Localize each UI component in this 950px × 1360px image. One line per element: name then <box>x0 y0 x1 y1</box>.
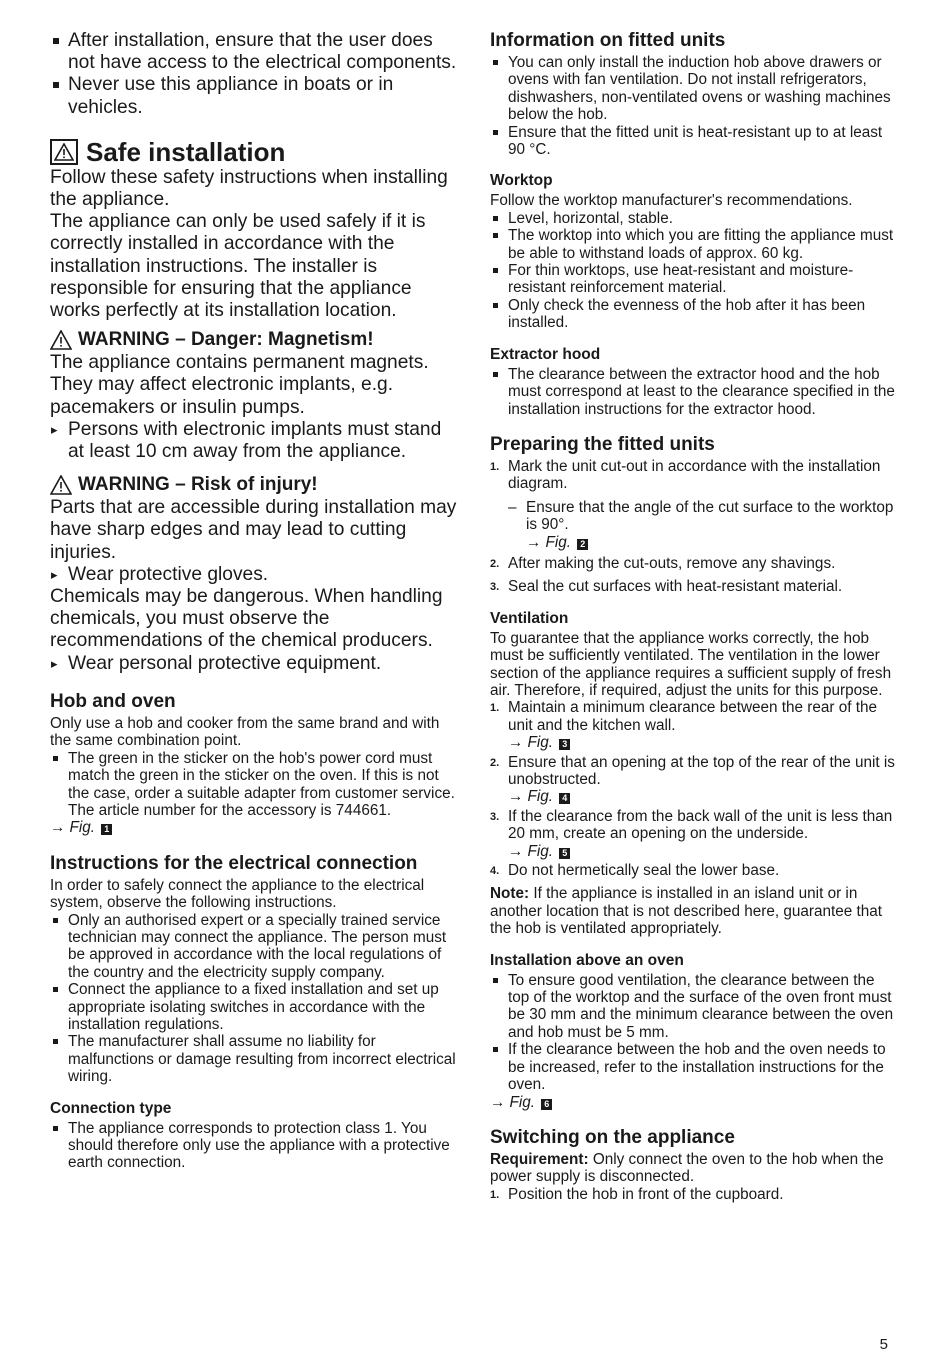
paragraph: Chemicals may be dangerous. When handling chemicals, you must observe the recommendations of the chemical producers. <box>50 586 443 652</box>
step-item: 2. After making the cut-outs, remove any shavings. <box>490 554 836 572</box>
arrow-right-icon: → <box>490 1093 506 1111</box>
step-text: Seal the cut surfaces with heat-resistant material. <box>508 578 843 596</box>
figure-number-badge: 6 <box>541 1099 552 1110</box>
warning-title: WARNING – Risk of injury! <box>78 474 318 496</box>
worktop-heading: Worktop <box>490 172 553 190</box>
paragraph: Follow these safety instructions when installing the appliance. <box>50 166 448 211</box>
step-text: Mark the unit cut-out in accordance with the installation diagram. <box>508 457 881 493</box>
list-item: If the clearance between the hob and the oven needs to be increased, refer to the installation instructions for the oven. <box>490 1041 900 1093</box>
right-column <box>490 30 900 1203</box>
figure-reference <box>490 788 900 805</box>
preparing-steps-cont <box>490 555 900 596</box>
left-column <box>50 30 460 1172</box>
extractor-hood-heading: Extractor hood <box>490 345 601 363</box>
arrow-right-icon: → <box>508 788 524 806</box>
paragraph: Only use a hob and cooker from the same brand and with the same combination point. <box>50 714 440 750</box>
fig-label: Fig. <box>69 819 96 837</box>
list-item: To ensure good ventilation, the clearance between the top of the worktop and the surface of the oven front must be 30 mm and the minimum clearance between the oven and hob must be 5 mm. <box>490 972 900 1042</box>
fig-label: Fig. <box>527 788 554 806</box>
figure-number-badge: 1 <box>101 824 112 835</box>
figure-number-badge: 4 <box>559 793 570 804</box>
action-item: ▸ Wear personal protective equipment. <box>50 653 460 675</box>
connection-type-heading: Connection type <box>50 1099 172 1117</box>
preparing-steps <box>490 458 900 493</box>
list-item: Connect the appliance to a fixed installation and set up appropriate isolating switches in accordance with the installation regulations. <box>50 981 460 1033</box>
switching-steps <box>490 1186 900 1203</box>
figure-reference <box>490 534 900 551</box>
step-item: 1. Maintain a minimum clearance between the rear of the unit and the kitchen wall. <box>490 699 878 734</box>
note-label: Note: <box>490 885 530 903</box>
figure-number-badge: 3 <box>559 739 570 750</box>
electrical-heading: Instructions for the electrical connection <box>50 852 418 874</box>
figure-reference <box>490 843 900 860</box>
note-paragraph <box>490 885 900 937</box>
safe-installation-heading <box>50 137 460 167</box>
ventilation-steps <box>490 862 900 879</box>
switching-heading: Switching on the appliance <box>490 1126 735 1148</box>
sub-step: – Ensure that the angle of the cut surface to the worktop is 90°. <box>508 499 900 534</box>
ventilation-steps <box>490 699 900 734</box>
extractor-hood-list <box>490 366 900 418</box>
step-item: 2. Ensure that an opening at the top of the rear of the unit is unobstructed. <box>490 753 895 788</box>
ventilation-steps <box>490 754 900 789</box>
list-item: For thin worktops, use heat-resistant and moisture-resistant reinforcement material. <box>490 262 900 297</box>
ventilation-heading: Ventilation <box>490 609 569 627</box>
warning-injury-heading <box>50 473 460 497</box>
requirement-paragraph <box>490 1151 900 1186</box>
list-item: Only check the evenness of the hob after it has been installed. <box>490 297 900 332</box>
step-item: 4. Do not hermetically seal the lower base. <box>490 862 780 880</box>
worktop-list <box>490 210 900 332</box>
step-text: Position the hob in front of the cupboard. <box>508 1185 784 1203</box>
figure-reference <box>490 1094 900 1111</box>
list-item: The manufacturer shall assume no liability for malfunctions or damage resulting from incorrect electrical wiring. <box>50 1033 460 1085</box>
paragraph: The appliance contains permanent magnets. They may affect electronic implants, e.g. pacemakers or insulin pumps. <box>50 352 429 418</box>
figure-reference <box>50 819 460 836</box>
warning-magnetism-heading <box>50 328 460 352</box>
warning-triangle-icon <box>50 475 72 495</box>
warning-title: WARNING – Danger: Magnetism! <box>78 329 374 351</box>
figure-number-badge: 2 <box>577 539 588 550</box>
step-text: Ensure that an opening at the top of the rear of the unit is unobstructed. <box>508 753 895 788</box>
note-text: If the appliance is installed in an island unit or in another location that is not described here, guarantee that the hob is ventilated appropriately. <box>490 885 883 938</box>
above-oven-heading: Installation above an oven <box>490 951 684 969</box>
fig-label: Fig. <box>509 1093 536 1111</box>
list-item: Only an authorised expert or a specially trained service technician may connect the appliance. The person must be approved in accordance with the local regulations of the country and the electricity supply company. <box>50 912 460 982</box>
list-item: The clearance between the extractor hood and the hob must correspond at least to the clearance specified in the installation instructions for the extractor hood. <box>490 366 900 418</box>
hob-oven-heading: Hob and oven <box>50 690 176 712</box>
fitted-units-heading: Information on fitted units <box>490 30 726 51</box>
electrical-list <box>50 912 460 1086</box>
connection-type-list <box>50 1120 460 1172</box>
list-item: The green in the sticker on the hob's power cord must match the green in the sticker on the oven. If this is not the case, order a suitable adapter from customer service. The article number for the accessory is 744661. <box>50 750 460 820</box>
list-item: The appliance corresponds to protection class 1. You should therefore only use the appliance with a protective earth connection. <box>50 1120 460 1172</box>
section-title: Safe installation <box>86 136 286 167</box>
paragraph: Parts that are accessible during installation may have sharp edges and may lead to cutting injuries. <box>50 497 457 563</box>
action-item: ▸ Wear protective gloves. <box>50 564 460 586</box>
paragraph: Follow the worktop manufacturer's recommendations. <box>490 192 853 210</box>
fitted-units-list <box>490 54 900 158</box>
requirement-label: Requirement: <box>490 1150 589 1168</box>
action-item: ▸ Persons with electronic implants must stand at least 10 cm away from the appliance. <box>50 419 460 463</box>
arrow-right-icon: → <box>50 819 66 837</box>
list-item: You can only install the induction hob above drawers or ovens with fan ventilation. Do not install refrigerators, dishwashers, non-ventilated ovens or washing machines below the hob. <box>490 54 900 124</box>
requirement-text: Only connect the oven to the hob when the power supply is disconnected. <box>490 1150 884 1186</box>
page-number: 5 <box>879 1336 888 1353</box>
figure-number-badge: 5 <box>559 848 570 859</box>
step-text: If the clearance from the back wall of the unit is less than 20 mm, create an opening on the underside. <box>508 807 893 843</box>
paragraph: In order to safely connect the appliance to the electrical system, observe the following instructions. <box>50 876 425 912</box>
paragraph: The appliance can only be used safely if it is correctly installed in accordance with the installation instructions. The installer is responsible for ensuring that the appliance works perfectly at its installation location. <box>50 211 426 322</box>
above-oven-list <box>490 972 900 1094</box>
hob-oven-list <box>50 750 460 820</box>
intro-bullet-list <box>50 30 460 119</box>
list-item: Never use this appliance in boats or in vehicles. <box>50 74 460 118</box>
warning-box-icon <box>50 139 78 165</box>
step-item: 1. Mark the unit cut-out in accordance with the installation diagram. <box>490 457 881 493</box>
list-item: Ensure that the fitted unit is heat-resistant up to at least 90 °C. <box>490 124 900 159</box>
figure-reference <box>490 734 900 751</box>
step-text: Maintain a minimum clearance between the rear of the unit and the kitchen wall. <box>508 699 878 734</box>
arrow-right-icon: → <box>526 533 542 551</box>
fig-label: Fig. <box>545 533 572 551</box>
arrow-right-icon: → <box>508 842 524 860</box>
arrow-right-icon: → <box>508 734 524 752</box>
list-item: After installation, ensure that the user does not have access to the electrical components. <box>50 30 460 74</box>
step-item: 1. Position the hob in front of the cupboard. <box>490 1185 784 1203</box>
list-item: The worktop into which you are fitting the appliance must be able to withstand loads of approx. 60 kg. <box>490 227 900 262</box>
preparing-heading: Preparing the fitted units <box>490 433 715 455</box>
step-item: 3. Seal the cut surfaces with heat-resistant material. <box>490 578 843 596</box>
fig-label: Fig. <box>527 842 554 860</box>
list-item: Level, horizontal, stable. <box>490 210 900 227</box>
paragraph: To guarantee that the appliance works correctly, the hob must be sufficiently ventilated. The ventilation in the lower section of the appliance requires a sufficient supply of fresh air. Therefore, if required, adjust the units for this purpose. <box>490 629 892 699</box>
step-text: Do not hermetically seal the lower base. <box>508 862 780 880</box>
fig-label: Fig. <box>527 734 554 752</box>
step-text: After making the cut-outs, remove any shavings. <box>508 554 836 572</box>
warning-triangle-icon <box>50 330 72 350</box>
ventilation-steps <box>490 808 900 843</box>
step-item: 3. If the clearance from the back wall of the unit is less than 20 mm, create an opening on the underside. <box>490 807 893 843</box>
